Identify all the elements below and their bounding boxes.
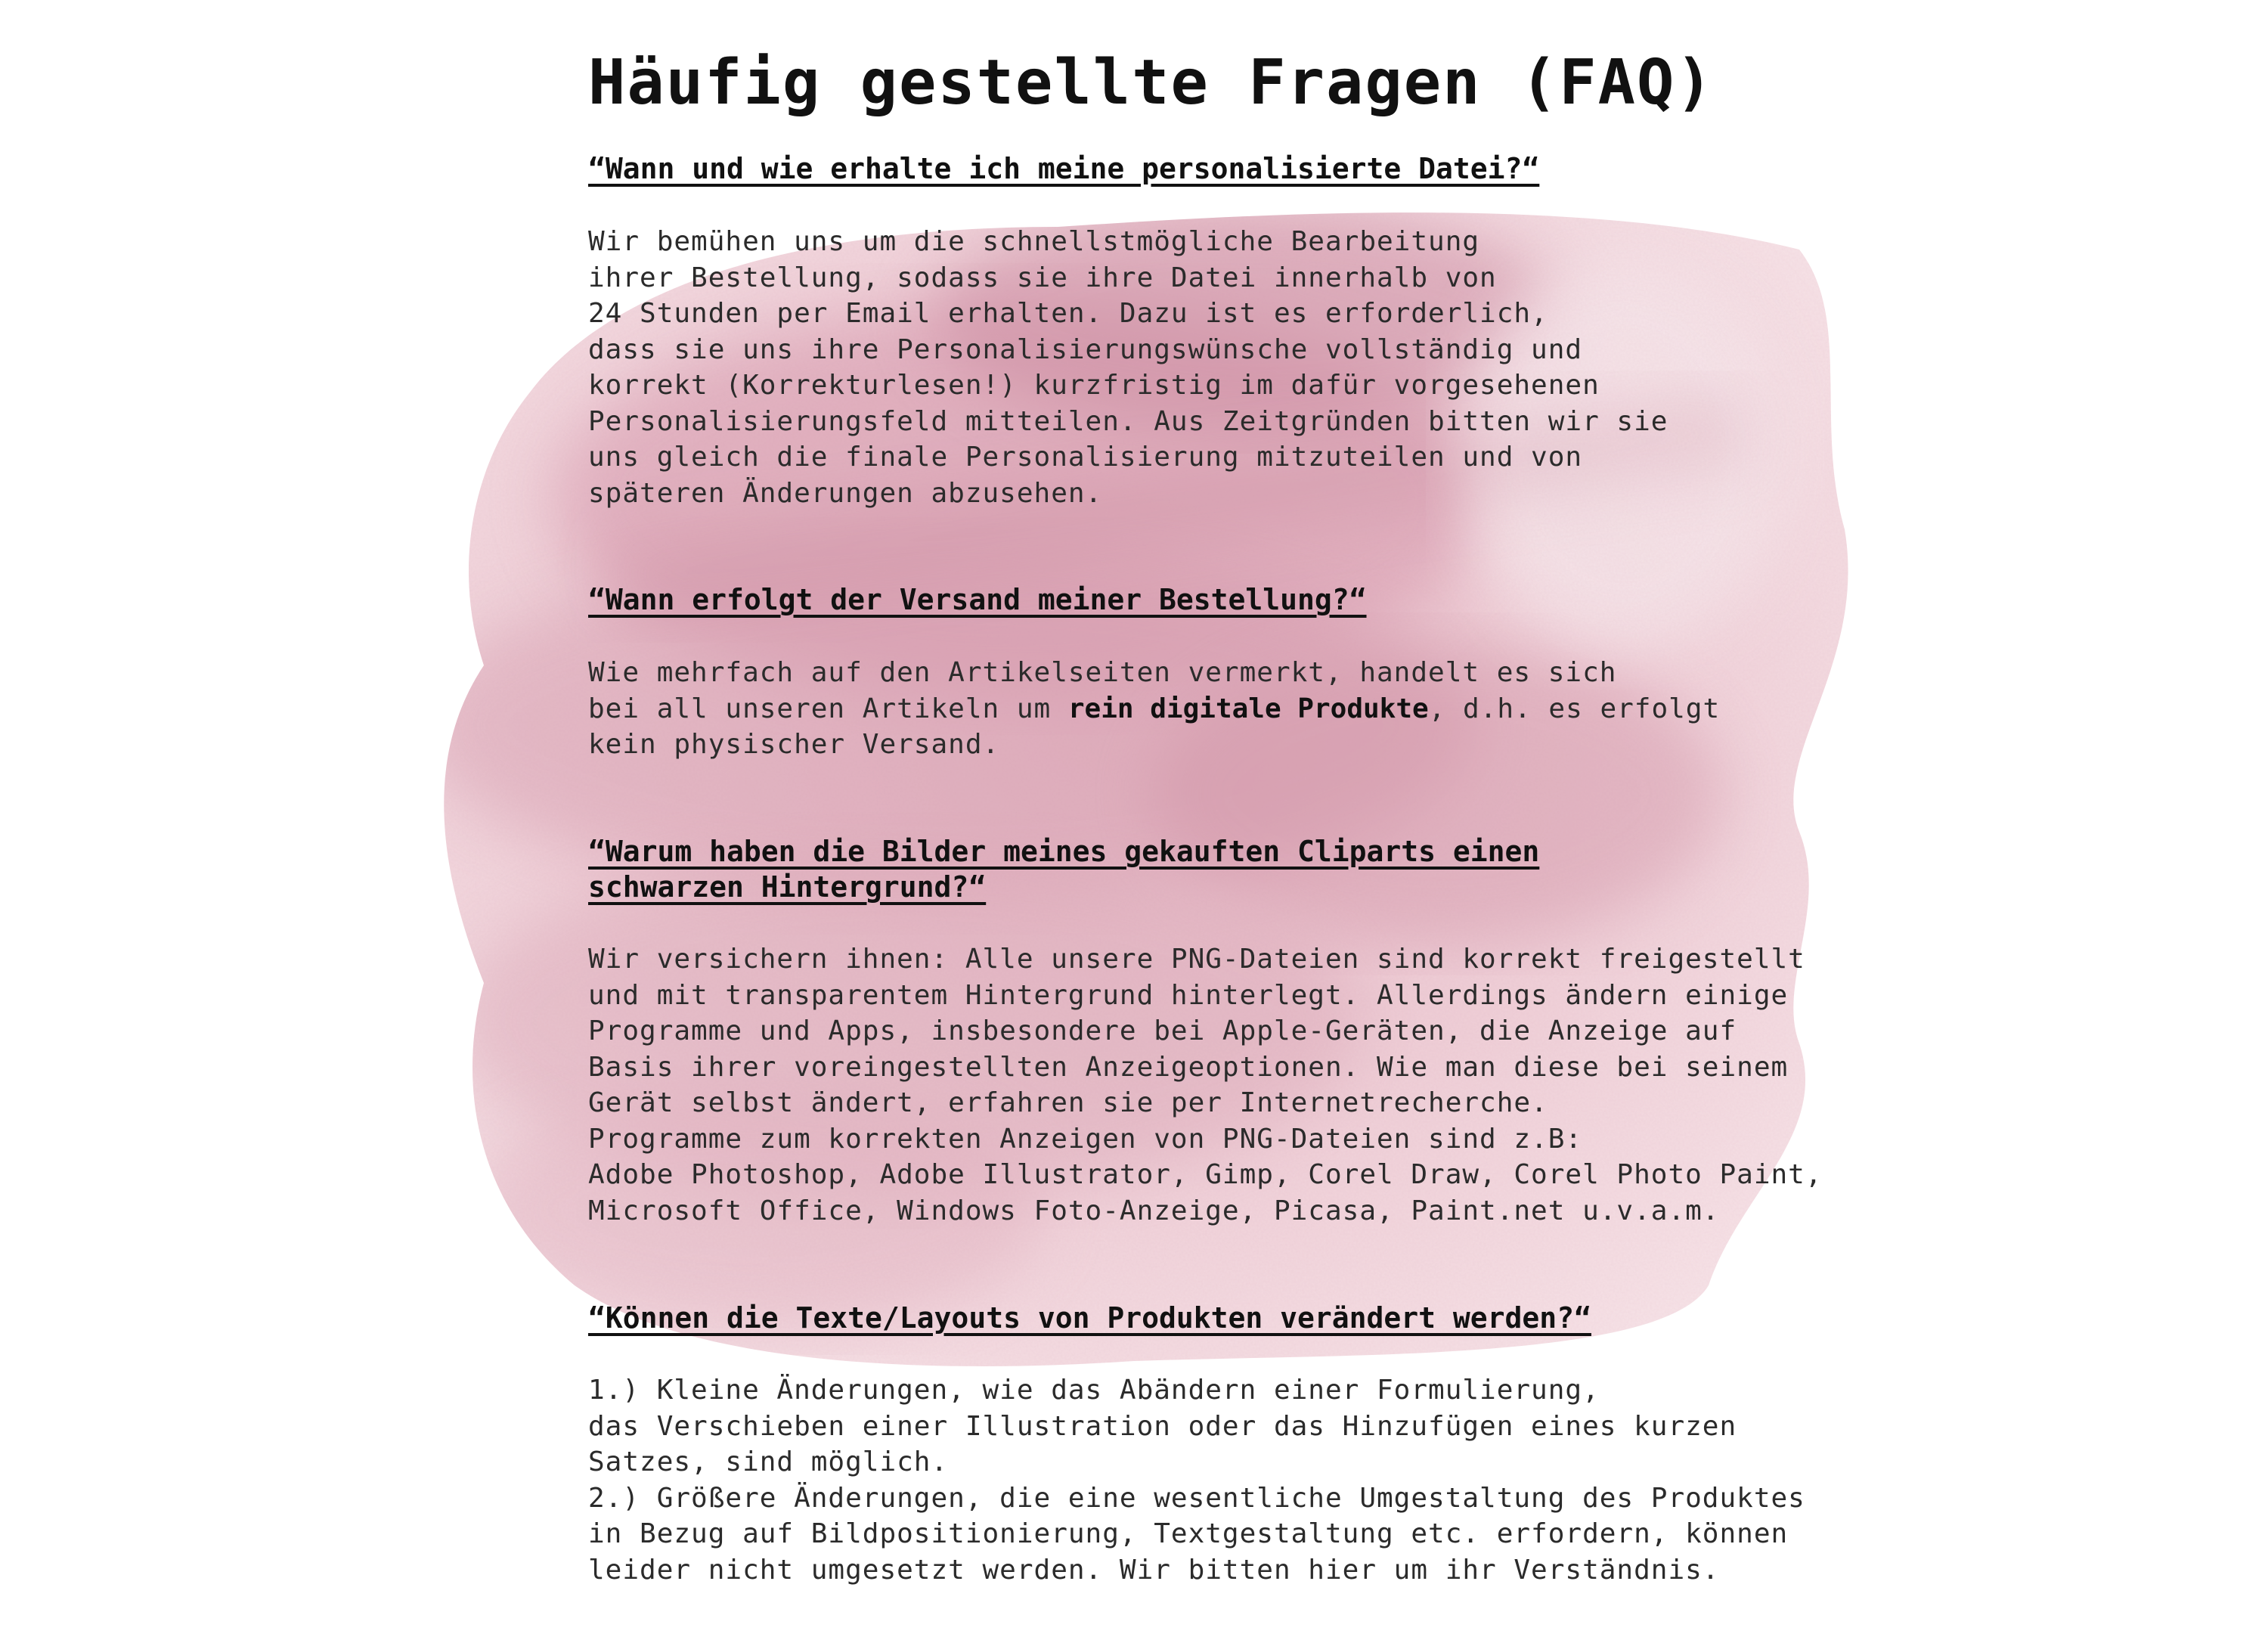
answer-text: , d.h. es erfolgt [1428,693,1721,724]
answer-line: Wir versichern ihnen: Alle unsere PNG-Dateien sind korrekt freigestellt [588,944,1805,975]
answer-line [588,691,1720,727]
answer-line: Adobe Photoshop, Adobe Illustrator, Gimp, Corel Draw, Corel Photo Paint, [588,1159,1823,1190]
question-line: “Warum haben die Bilder meines gekauften Cliparts einen [588,835,1540,868]
question-line: schwarzen Hintergrund?“ [588,870,987,904]
answer-line: in Bezug auf Bildpositionierung, Textgestaltung etc. erfordern, können [588,1518,1789,1549]
answer-line: Programme und Apps, insbesondere bei Apple-Geräten, die Anzeige auf [588,1015,1737,1046]
faq-question-3 [588,834,1539,905]
answer-line: Gerät selbst ändert, erfahren sie per Internetrecherche. [588,1087,1548,1118]
answer-line: Basis ihrer voreingestellten Anzeigeoptionen. Wie man diese bei seinem [588,1051,1789,1083]
answer-line: 24 Stunden per Email erhalten. Dazu ist es erforderlich, [588,298,1548,329]
answer-line: Programme zum korrekten Anzeigen von PNG-Dateien sind z.B: [588,1123,1583,1155]
answer-emphasis: rein digitale Produkte [1067,693,1429,724]
answer-line: Wir bemühen uns um die schnellstmögliche Bearbeitung [588,226,1480,257]
faq-question-2: “Wann erfolgt der Versand meiner Bestellung?“ [588,583,1367,616]
answer-line: späteren Änderungen abzusehen. [588,477,1103,509]
faq-question-4: “Können die Texte/Layouts von Produkten verändert werden?“ [588,1301,1591,1335]
answer-line: Personalisierungsfeld mitteilen. Aus Zeitgründen bitten wir sie [588,405,1668,437]
answer-line: ihrer Bestellung, sodass sie ihre Datei innerhalb von [588,262,1497,293]
answer-line: das Verschieben einer Illustration oder das Hinzufügen eines kurzen [588,1410,1737,1442]
answer-line: leider nicht umgesetzt werden. Wir bitten hier um ihr Verständnis. [588,1554,1720,1586]
answer-line: korrekt (Korrekturlesen!) kurzfristig im dafür vorgesehenen [588,370,1600,401]
answer-line: Satzes, sind möglich. [588,1446,949,1477]
faq-question-1: “Wann und wie erhalte ich meine personalisierte Datei?“ [588,152,1540,185]
answer-line: 2.) Größere Änderungen, die eine wesentliche Umgestaltung des Produktes [588,1482,1805,1514]
faq-answer-1 [588,224,1668,511]
answer-line: und mit transparentem Hintergrund hinterlegt. Allerdings ändern einige [588,979,1789,1011]
answer-line: Wie mehrfach auf den Artikelseiten vermerkt, handelt es sich [588,657,1617,688]
answer-line: Microsoft Office, Windows Foto-Anzeige, Picasa, Paint.net u.v.a.m. [588,1195,1720,1226]
answer-line: uns gleich die finale Personalisierung mitzuteilen und von [588,442,1583,473]
answer-line: kein physischer Versand. [588,729,1000,760]
answer-line: 1.) Kleine Änderungen, wie das Abändern einer Formulierung, [588,1375,1600,1406]
answer-text: bei all unseren Artikeln um [588,693,1068,724]
faq-answer-4 [588,1372,1805,1588]
faq-answer-2 [588,655,1720,763]
faq-answer-3 [588,941,1823,1229]
page-title: Häufig gestellte Fragen (FAQ) [588,47,1715,119]
answer-line: dass sie uns ihre Personalisierungswünsche vollständig und [588,333,1583,365]
